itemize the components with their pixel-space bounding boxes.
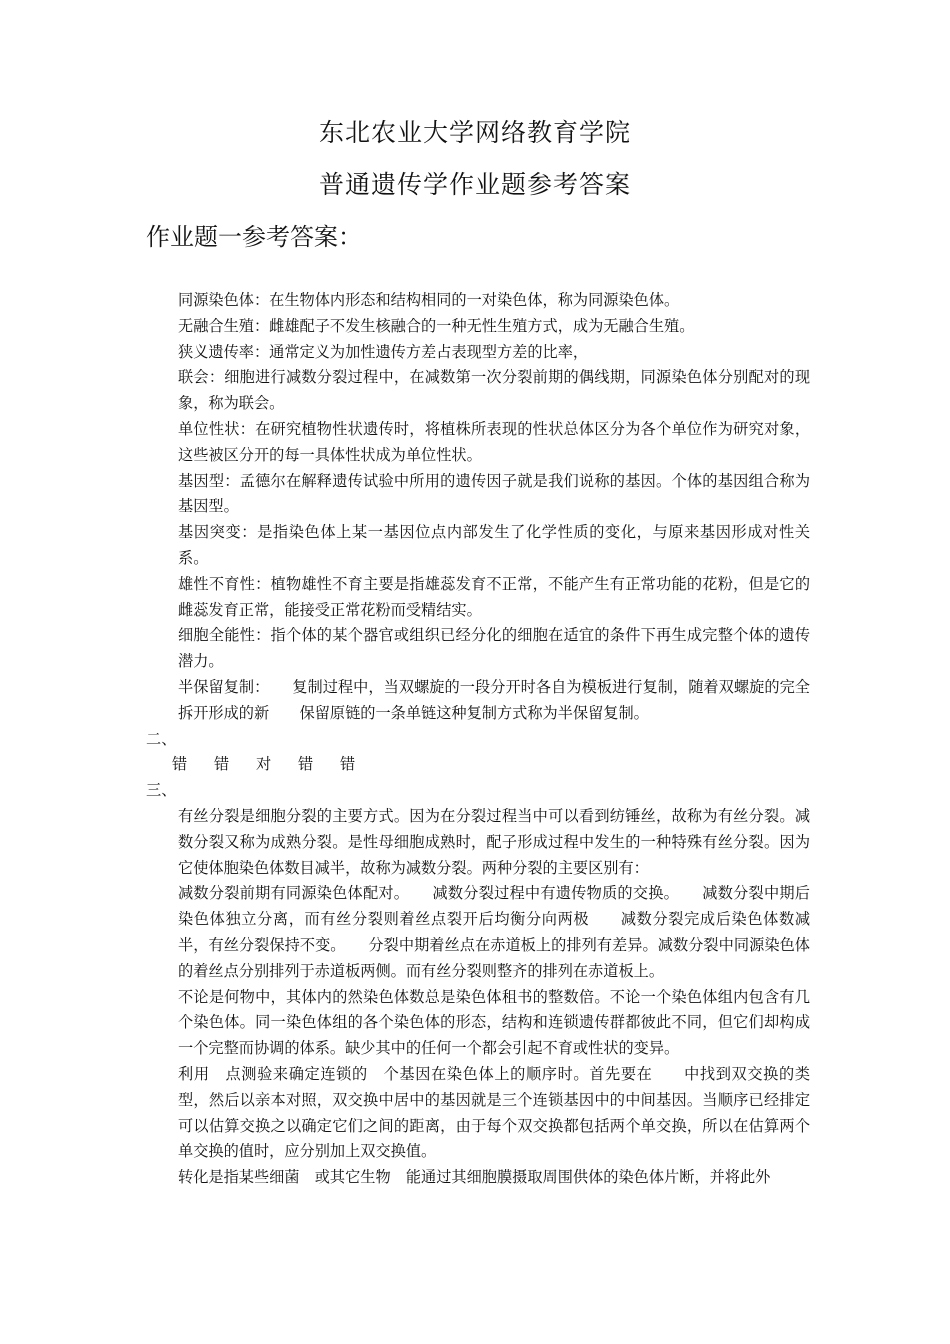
answer-item: 错	[214, 755, 230, 774]
essay-paragraph: 有丝分裂是细胞分裂的主要方式。因为在分裂过程当中可以看到纺锤丝，故称为有丝分裂。减数分裂又称为成熟分裂。是性母细胞成熟时，配子形成过程中发生的一种特殊有丝分裂。因为它使体胞染色体数目减半，故称为减数分裂。两种分裂的主要区别有：	[178, 806, 810, 877]
essay-paragraph: 利用 点测验来确定连锁的 个基因在染色体上的顺序时。首先要在 中找到双交换的类型，然后以亲本对照，双交换中居中的基因就是三个连锁基因中的中间基因。当顺序已经排定可以估算交换之以确定它们之间的距离，由于每个双交换都包括两个单交换，所以在估算两个单交换的值时，应分别加上双交换值。	[178, 1064, 810, 1161]
true-false-answers	[146, 752, 810, 778]
answer-item: 对	[256, 755, 272, 774]
definition-paragraph: 单位性状：在研究植物性状遗传时，将植株所表现的性状总体区分为各个单位作为研究对象，这些被区分开的每一具体性状成为单位性状。	[178, 419, 810, 464]
document-title: 普通遗传学作业题参考答案	[318, 170, 631, 199]
definition-paragraph: 狭义遗传率：通常定义为加性遗传方差占表现型方差的比率，	[178, 342, 589, 361]
definition-paragraph: 联会：细胞进行减数分裂过程中，在减数第一次分裂前期的偶线期，同源染色体分别配对的现象，称为联会。	[178, 368, 810, 413]
essay-paragraph: 转化是指某些细菌 或其它生物 能通过其细胞膜摄取周围供体的染色体片断，并将此外	[178, 1168, 771, 1187]
answer-body	[146, 288, 810, 1191]
definition-paragraph: 同源染色体：在生物体内形态和结构相同的一对染色体，称为同源染色体。	[178, 291, 680, 309]
definition-paragraph: 无融合生殖：雌雄配子不发生核融合的一种无性生殖方式，成为无融合生殖。	[178, 316, 695, 335]
part-number: 二、	[146, 729, 177, 748]
answer-item: 错	[298, 755, 314, 774]
essay-paragraph: 不论是何物中，其体内的然染色体数总是染色体租书的整数倍。不论一个染色体组内包含有几个染色体。同一染色体组的各个染色体的形态，结构和连锁遗传群都彼此不同，但它们却构成一个完整而协调的体系。缺少其中的任何一个都会引起不育或性状的变异。	[178, 987, 810, 1058]
section-heading: 作业题一参考答案：	[146, 223, 362, 251]
answer-item: 错	[172, 755, 188, 774]
definition-paragraph: 雄性不育性：植物雄性不育主要是指雄蕊发育不正常，不能产生有正常功能的花粉，但是它的雌蕊发育正常，能接受正常花粉而受精结实。	[178, 574, 810, 619]
part-number: 三、	[146, 781, 177, 800]
definition-paragraph: 半保留复制： 复制过程中，当双螺旋的一段分开时各自为模板进行复制，随着双螺旋的完全拆开形成的新 保留原链的一条单链这种复制方式称为半保留复制。	[178, 677, 810, 722]
definition-paragraph: 基因突变：是指染色体上某一基因位点内部发生了化学性质的变化，与原来基因形成对性关系。	[178, 523, 810, 567]
answer-item: 错	[340, 755, 356, 774]
essay-paragraph: 减数分裂前期有同源染色体配对。 减数分裂过程中有遗传物质的交换。 减数分裂中期后染色体独立分离，而有丝分裂则着丝点裂开后均衡分向两极 减数分裂完成后染色体数减半，有丝分裂保持不变。 分裂中期着丝点在赤道板上的排列有差异。减数分裂中同源染色体的着丝点分别排列于赤道板两侧。而有丝分裂则整齐的排列在赤道板上。	[178, 884, 810, 980]
school-title: 东北农业大学网络教育学院	[318, 118, 631, 147]
definition-paragraph: 细胞全能性：指个体的某个器官或组织已经分化的细胞在适宜的条件下再生成完整个体的遗传潜力。	[178, 626, 810, 671]
definition-paragraph: 基因型：孟德尔在解释遗传试验中所用的遗传因子就是我们说称的基因。个体的基因组合称为基因型。	[178, 471, 810, 516]
